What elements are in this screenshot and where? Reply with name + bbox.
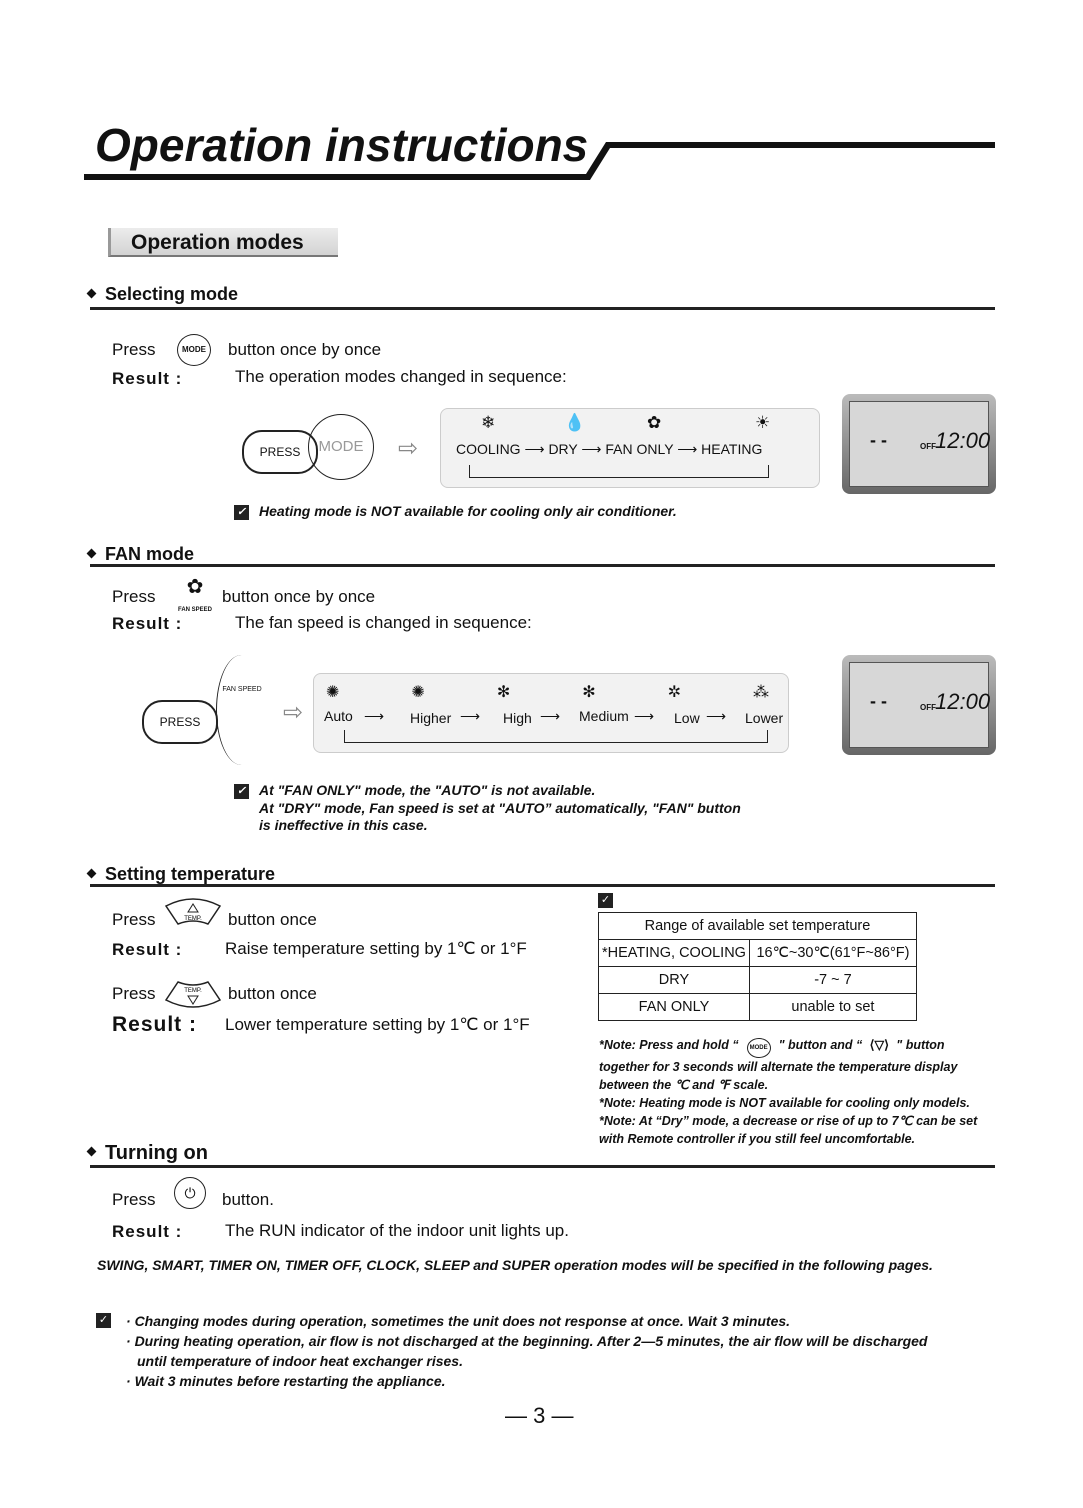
press-label: Press — [112, 910, 156, 929]
lcd-time: 12:00 — [935, 428, 991, 453]
action-text: button once by once — [228, 340, 382, 359]
action-text: button once — [228, 984, 317, 1003]
cell: -7 ~ 7 — [749, 967, 916, 994]
lcd-off: OFF — [920, 703, 936, 712]
speed-item: Low — [674, 710, 700, 726]
svg-text:TEMP.: TEMP. — [184, 988, 202, 994]
power-button-icon: ⏻ — [174, 1177, 206, 1209]
arrow-right-icon: ⇨ — [398, 435, 419, 462]
table-row — [599, 967, 917, 994]
cell: unable to set — [749, 994, 916, 1021]
mode-item: COOLING ⟶ DRY ⟶ FAN ONLY ⟶ HEATING — [456, 441, 763, 457]
lcd-display — [842, 655, 996, 755]
temperature-notes: *Note: Press and hold “ MODE " button and “ ⟨▽⟩ " button together for 3 seconds will alternate the temperature display between the ℃ and ℉ scale. *Note: Heating mode is NOT available for cooling only models. *Note: At “Dry” mode, a decrease or rise of up to 7℃ can be set with Remote controller if you still feel uncomfortable. — [599, 1038, 978, 1146]
mode-button-large: MODE — [308, 414, 374, 480]
speed-item: High — [503, 710, 532, 726]
page-title: Operation instructions — [95, 119, 589, 171]
loop-arrow — [344, 730, 768, 743]
cell: DRY — [599, 967, 750, 994]
note-icon: ✓ — [234, 784, 249, 799]
droplet-icon: 💧 — [564, 413, 586, 432]
lcd-off: OFF — [920, 442, 936, 451]
divider — [90, 564, 995, 567]
result-label: Result : — [112, 1222, 183, 1241]
general-notes: · Changing modes during operation, sometimes the unit does not response at once. Wait 3 minutes. · During heating operation, air flow is not discharged at the beginning. After 2—5 minutes, the air flow will be discharged until temperature of indoor heat exchanger rises. · Wait 3 minutes before restarting the appliance. — [126, 1313, 928, 1389]
note-icon: ✓ — [96, 1313, 111, 1328]
temp-up-button-icon — [164, 898, 222, 928]
svg-text:TEMP.: TEMP. — [184, 916, 202, 922]
action-text: button. — [222, 1190, 274, 1209]
action-text: button once by once — [222, 587, 376, 606]
note-icon: ✓ — [598, 893, 613, 908]
speed-item: Medium — [579, 708, 629, 724]
page-number: — 3 — — [505, 1403, 574, 1428]
result-text: The RUN indicator of the indoor unit lights up. — [225, 1221, 569, 1240]
result-label: Result : — [112, 614, 183, 633]
fan-icon: ✿ — [647, 413, 662, 432]
action-text: button once — [228, 910, 317, 929]
divider — [90, 307, 995, 310]
press-label: Press — [112, 984, 156, 1003]
table-row — [599, 940, 917, 967]
divider — [90, 884, 995, 887]
press-hand-icon: PRESS — [242, 430, 318, 474]
lcd-display — [842, 394, 996, 494]
heading-fan-mode: FAN mode — [88, 544, 194, 565]
lower-text: Lower temperature setting by 1℃ or 1°F — [225, 1015, 530, 1034]
snowflake-icon: ❄ — [481, 413, 496, 432]
swing-note: SWING, SMART, TIMER ON, TIMER OFF, CLOCK, SLEEP and SUPER operation modes will be specified in the following pages. — [97, 1257, 933, 1273]
mode-sequence — [440, 408, 820, 488]
fan-speed-button-icon: ✿ FAN SPEED — [178, 576, 213, 613]
lcd-time: 12:00 — [935, 689, 991, 714]
speed-item: Auto — [324, 708, 353, 724]
temperature-range-table — [598, 912, 917, 1021]
speed-item: Lower — [745, 710, 784, 726]
speed-item: Higher — [410, 710, 452, 726]
result-label: Result : — [112, 1013, 198, 1036]
divider — [90, 1165, 995, 1168]
heading-selecting-mode: Selecting mode — [88, 284, 238, 305]
section-subtitle: Operation modes — [108, 228, 338, 257]
fan-speed-sequence: Auto ⟶ Higher ⟶ High ⟶ Medium ⟶ Low ⟶ Lower ✺✺✻✻✲⁂ — [313, 673, 789, 753]
arrow-right-icon: ⇨ — [283, 699, 304, 726]
title-underline — [84, 136, 999, 184]
sun-icon: ☀ — [755, 413, 771, 432]
lcd-dash: - - — [870, 430, 887, 450]
table-header: Range of available set temperature — [599, 913, 917, 940]
fan-note: ✓ At "FAN ONLY" mode, the "AUTO" is not available. At "DRY" mode, Fan speed is set at "AUTO” automatically, "FAN" button is ineffective in this case. — [234, 782, 741, 835]
cell: *HEATING, COOLING — [599, 940, 750, 967]
press-label: Press — [112, 1190, 156, 1209]
result-text: The operation modes changed in sequence: — [235, 367, 567, 386]
temp-down-button-icon — [164, 978, 222, 1008]
fan-speed-icons: ✺✺✻✻✲⁂ — [326, 684, 842, 701]
lcd-dash: - - — [870, 691, 887, 711]
heading-setting-temperature: Setting temperature — [88, 864, 275, 885]
press-hand-icon: PRESS — [142, 700, 218, 744]
cell: 16℃~30℃(61°F~86°F) — [749, 940, 916, 967]
note-icon: ✓ — [234, 505, 249, 520]
table-row — [599, 994, 917, 1021]
result-label: Result : — [112, 369, 183, 388]
heading-turning-on: Turning on — [88, 1142, 208, 1165]
mode-button-icon: MODE — [177, 334, 211, 366]
press-label: Press — [112, 340, 156, 359]
raise-text: Raise temperature setting by 1℃ or 1°F — [225, 939, 527, 958]
temp-down-button-icon: ⟨▽⟩ — [869, 1038, 889, 1052]
result-label: Result : — [112, 940, 183, 959]
mode-button-icon: MODE — [747, 1038, 771, 1058]
result-text: The fan speed is changed in sequence: — [235, 613, 532, 632]
heating-note: ✓ Heating mode is NOT available for cooling only air conditioner. — [234, 503, 677, 520]
cell: FAN ONLY — [599, 994, 750, 1021]
fan-speed-button-large: FAN SPEED — [216, 655, 267, 765]
loop-arrow — [469, 465, 769, 478]
press-label: Press — [112, 587, 156, 606]
